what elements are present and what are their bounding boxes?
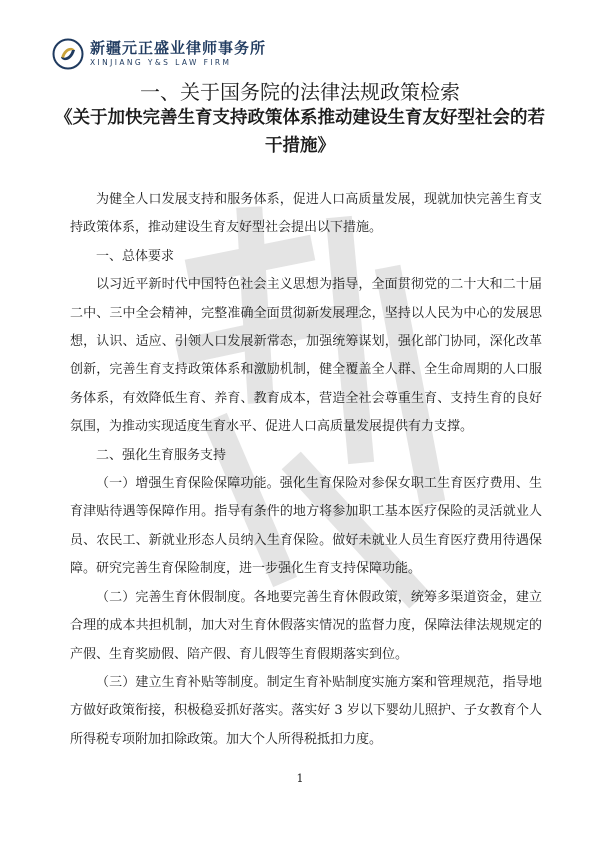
firm-logo-icon — [52, 38, 84, 70]
paragraph-item-3: （三）建立生育补贴等制度。制定生育补贴制度实施方案和管理规范，指导地方做好政策衔接，积极稳妥抓好落实。落实好 3 岁以下婴幼儿照护、子女教育个人所得税专项附加扣除政策。加大个人所得税抵扣力度。 — [70, 674, 542, 747]
heading-birth-services: 二、强化生育服务支持 — [96, 447, 227, 463]
heading-general-requirements: 一、总体要求 — [96, 248, 175, 264]
page-number: 1 — [296, 772, 304, 785]
document-title: 《关于加快完善生育支持政策体系推动建设生育友好型社会的若干措施》 — [55, 108, 545, 156]
document-body — [70, 186, 542, 754]
paragraph-intro: 为健全人口发展支持和服务体系，促进人口高质量发展，现就加快完善生育支持政策体系，推动建设生育友好型社会提出以下措施。 — [70, 192, 542, 236]
firm-header — [52, 34, 266, 74]
paragraph-general: 以习近平新时代中国特色社会主义思想为指导，全面贯彻党的二十大和二十届二中、三中全会精神，完整准确全面贯彻新发展理念，坚持以人民为中心的发展思想，认识、适应、引领人口发展新常态，加强统筹谋划，强化部门协同，深化改革创新，完善生育支持政策体系和激励机制，健全覆盖全人群、全生命周期的人口服务体系，有效降低生育、养育、教育成本，营造全社会尊重生育、支持生育的良好氛围，为推动实现适度生育水平、促进人口高质量发展提供有力支撑。 — [70, 277, 542, 435]
firm-name-cn: 新疆元正盛业律师事务所 — [90, 39, 267, 58]
paragraph-item-1: （一）增强生育保险保障功能。强化生育保险对参保女职工生育医疗费用、生育津贴待遇等保障作用。指导有条件的地方将参加职工基本医疗保险的灵活就业人员、农民工、新就业形态人员纳入生育保险。做好未就业人员生育医疗费用待遇保障。研究完善生育保险制度，进一步强化生育支持保障功能。 — [70, 476, 542, 577]
paragraph-item-2: （二）完善生育休假制度。各地要完善生育休假政策，统筹多渠道资金，建立合理的成本共担机制，加大对生育休假落实情况的监督力度，保障法律法规规定的产假、生育奖励假、陪产假、育儿假等生育假期落实到位。 — [70, 589, 542, 662]
firm-name-en: XINJIANG Y&S LAW FIRM — [90, 58, 232, 68]
section-title: 一、关于国务院的法律法规政策检索 — [140, 80, 460, 104]
